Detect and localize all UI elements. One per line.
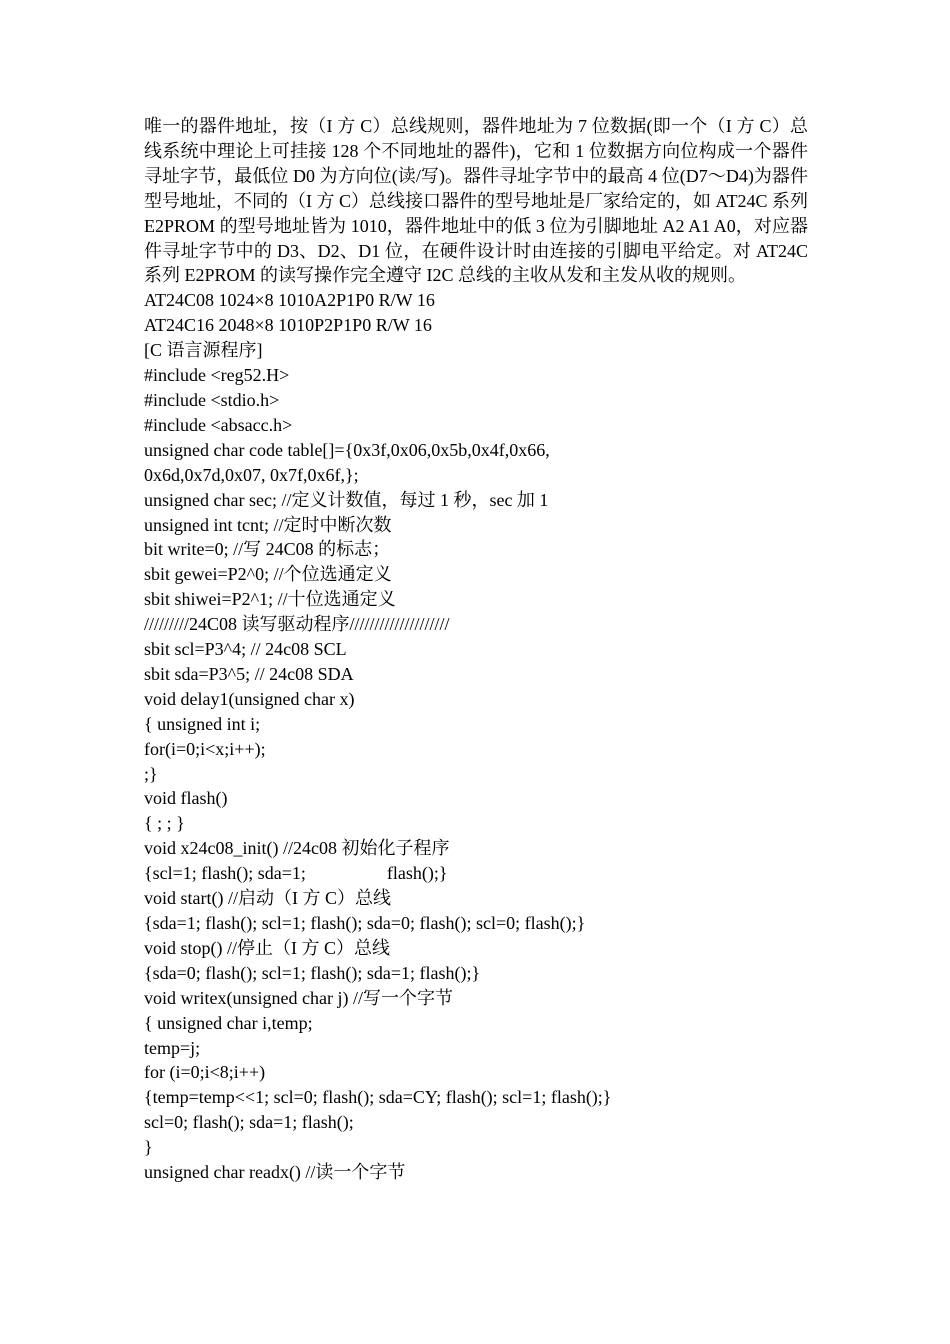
intro-paragraph: 唯一的器件地址，按（I 方 C）总线规则，器件地址为 7 位数据(即一个（I 方 C）总线系统中理论上可挂接 128 个不同地址的器件)，它和 1 位数据方向位构成一个器件寻址字节，最低位 D0 为方向位(读/写)。器件寻址字节中的最高 4 位(D7～D4)为器件型号地址，不同的（I 方 C）总线接口器件的型号地址是厂家给定的，如 AT24C 系列 E2PROM 的型号地址皆为 1010，器件地址中的低 3 位为引脚地址 A2 A1 A0，对应器件寻址字节中的 D3、D2、D1 位，在硬件设计时由连接的引脚电平给定。对 AT24C 系列 E2PROM 的读写操作完全遵守 I2C 总线的主收从发和主发从收的规则。	[144, 116, 809, 286]
code-line: {temp=temp<<1; scl=0; flash(); sda=CY; flash(); scl=1; flash();}	[144, 1087, 612, 1108]
code-line: 0x6d,0x7d,0x07, 0x7f,0x6f,};	[144, 464, 359, 485]
code-line: ;}	[144, 763, 158, 784]
code-line: }	[144, 1137, 153, 1158]
code-line: unsigned char sec; //定义计数值，每过 1 秒，sec 加 1	[144, 489, 549, 510]
code-line: #include <stdio.h>	[144, 389, 280, 410]
document-body	[144, 114, 808, 1185]
code-line: void stop() //停止（I 方 C）总线	[144, 937, 390, 958]
code-line: temp=j;	[144, 1037, 201, 1058]
code-line: { unsigned int i;	[144, 713, 261, 734]
code-line: bit write=0; //写 24C08 的标志；	[144, 539, 391, 560]
code-line: void flash()	[144, 788, 228, 809]
code-line: unsigned char readx() //读一个字节	[144, 1162, 406, 1183]
code-line: /////////24C08 读写驱动程序////////////////////	[144, 614, 450, 635]
code-line: #include <absacc.h>	[144, 414, 293, 435]
code-line: void delay1(unsigned char x)	[144, 688, 355, 709]
code-line: void writex(unsigned char j) //写一个字节	[144, 987, 453, 1008]
code-line: [C 语言源程序]	[144, 340, 263, 361]
code-line: AT24C16 2048×8 1010P2P1P0 R/W 16	[144, 315, 432, 336]
code-listing	[144, 288, 808, 1185]
code-line: for(i=0;i<x;i++);	[144, 738, 266, 759]
code-line: #include <reg52.H>	[144, 365, 290, 386]
code-line: void start() //启动（I 方 C）总线	[144, 888, 391, 909]
code-line: for (i=0;i<8;i++)	[144, 1062, 266, 1083]
code-line: sbit gewei=P2^0; //个位选通定义	[144, 564, 392, 585]
code-line: unsigned int tcnt; //定时中断次数	[144, 514, 392, 535]
code-line: void x24c08_init() //24c08 初始化子程序	[144, 838, 450, 859]
code-line: {sda=1; flash(); scl=1; flash(); sda=0; flash(); scl=0; flash();}	[144, 913, 586, 933]
code-line: sbit scl=P3^4; // 24c08 SCL	[144, 639, 347, 660]
code-line: sbit sda=P3^5; // 24c08 SDA	[144, 663, 354, 684]
code-line: unsigned char code table[]={0x3f,0x06,0x5b,0x4f,0x66,	[144, 439, 550, 460]
code-line: AT24C08 1024×8 1010A2P1P0 R/W 16	[144, 290, 435, 311]
code-line: scl=0; flash(); sda=1; flash();	[144, 1112, 354, 1133]
code-line: { ; ; }	[144, 813, 185, 834]
code-line: {scl=1; flash(); sda=1; flash();}	[144, 863, 448, 884]
code-line: sbit shiwei=P2^1; //十位选通定义	[144, 589, 396, 610]
code-line: {sda=0; flash(); scl=1; flash(); sda=1; flash();}	[144, 962, 481, 983]
code-line: { unsigned char i,temp;	[144, 1012, 313, 1033]
